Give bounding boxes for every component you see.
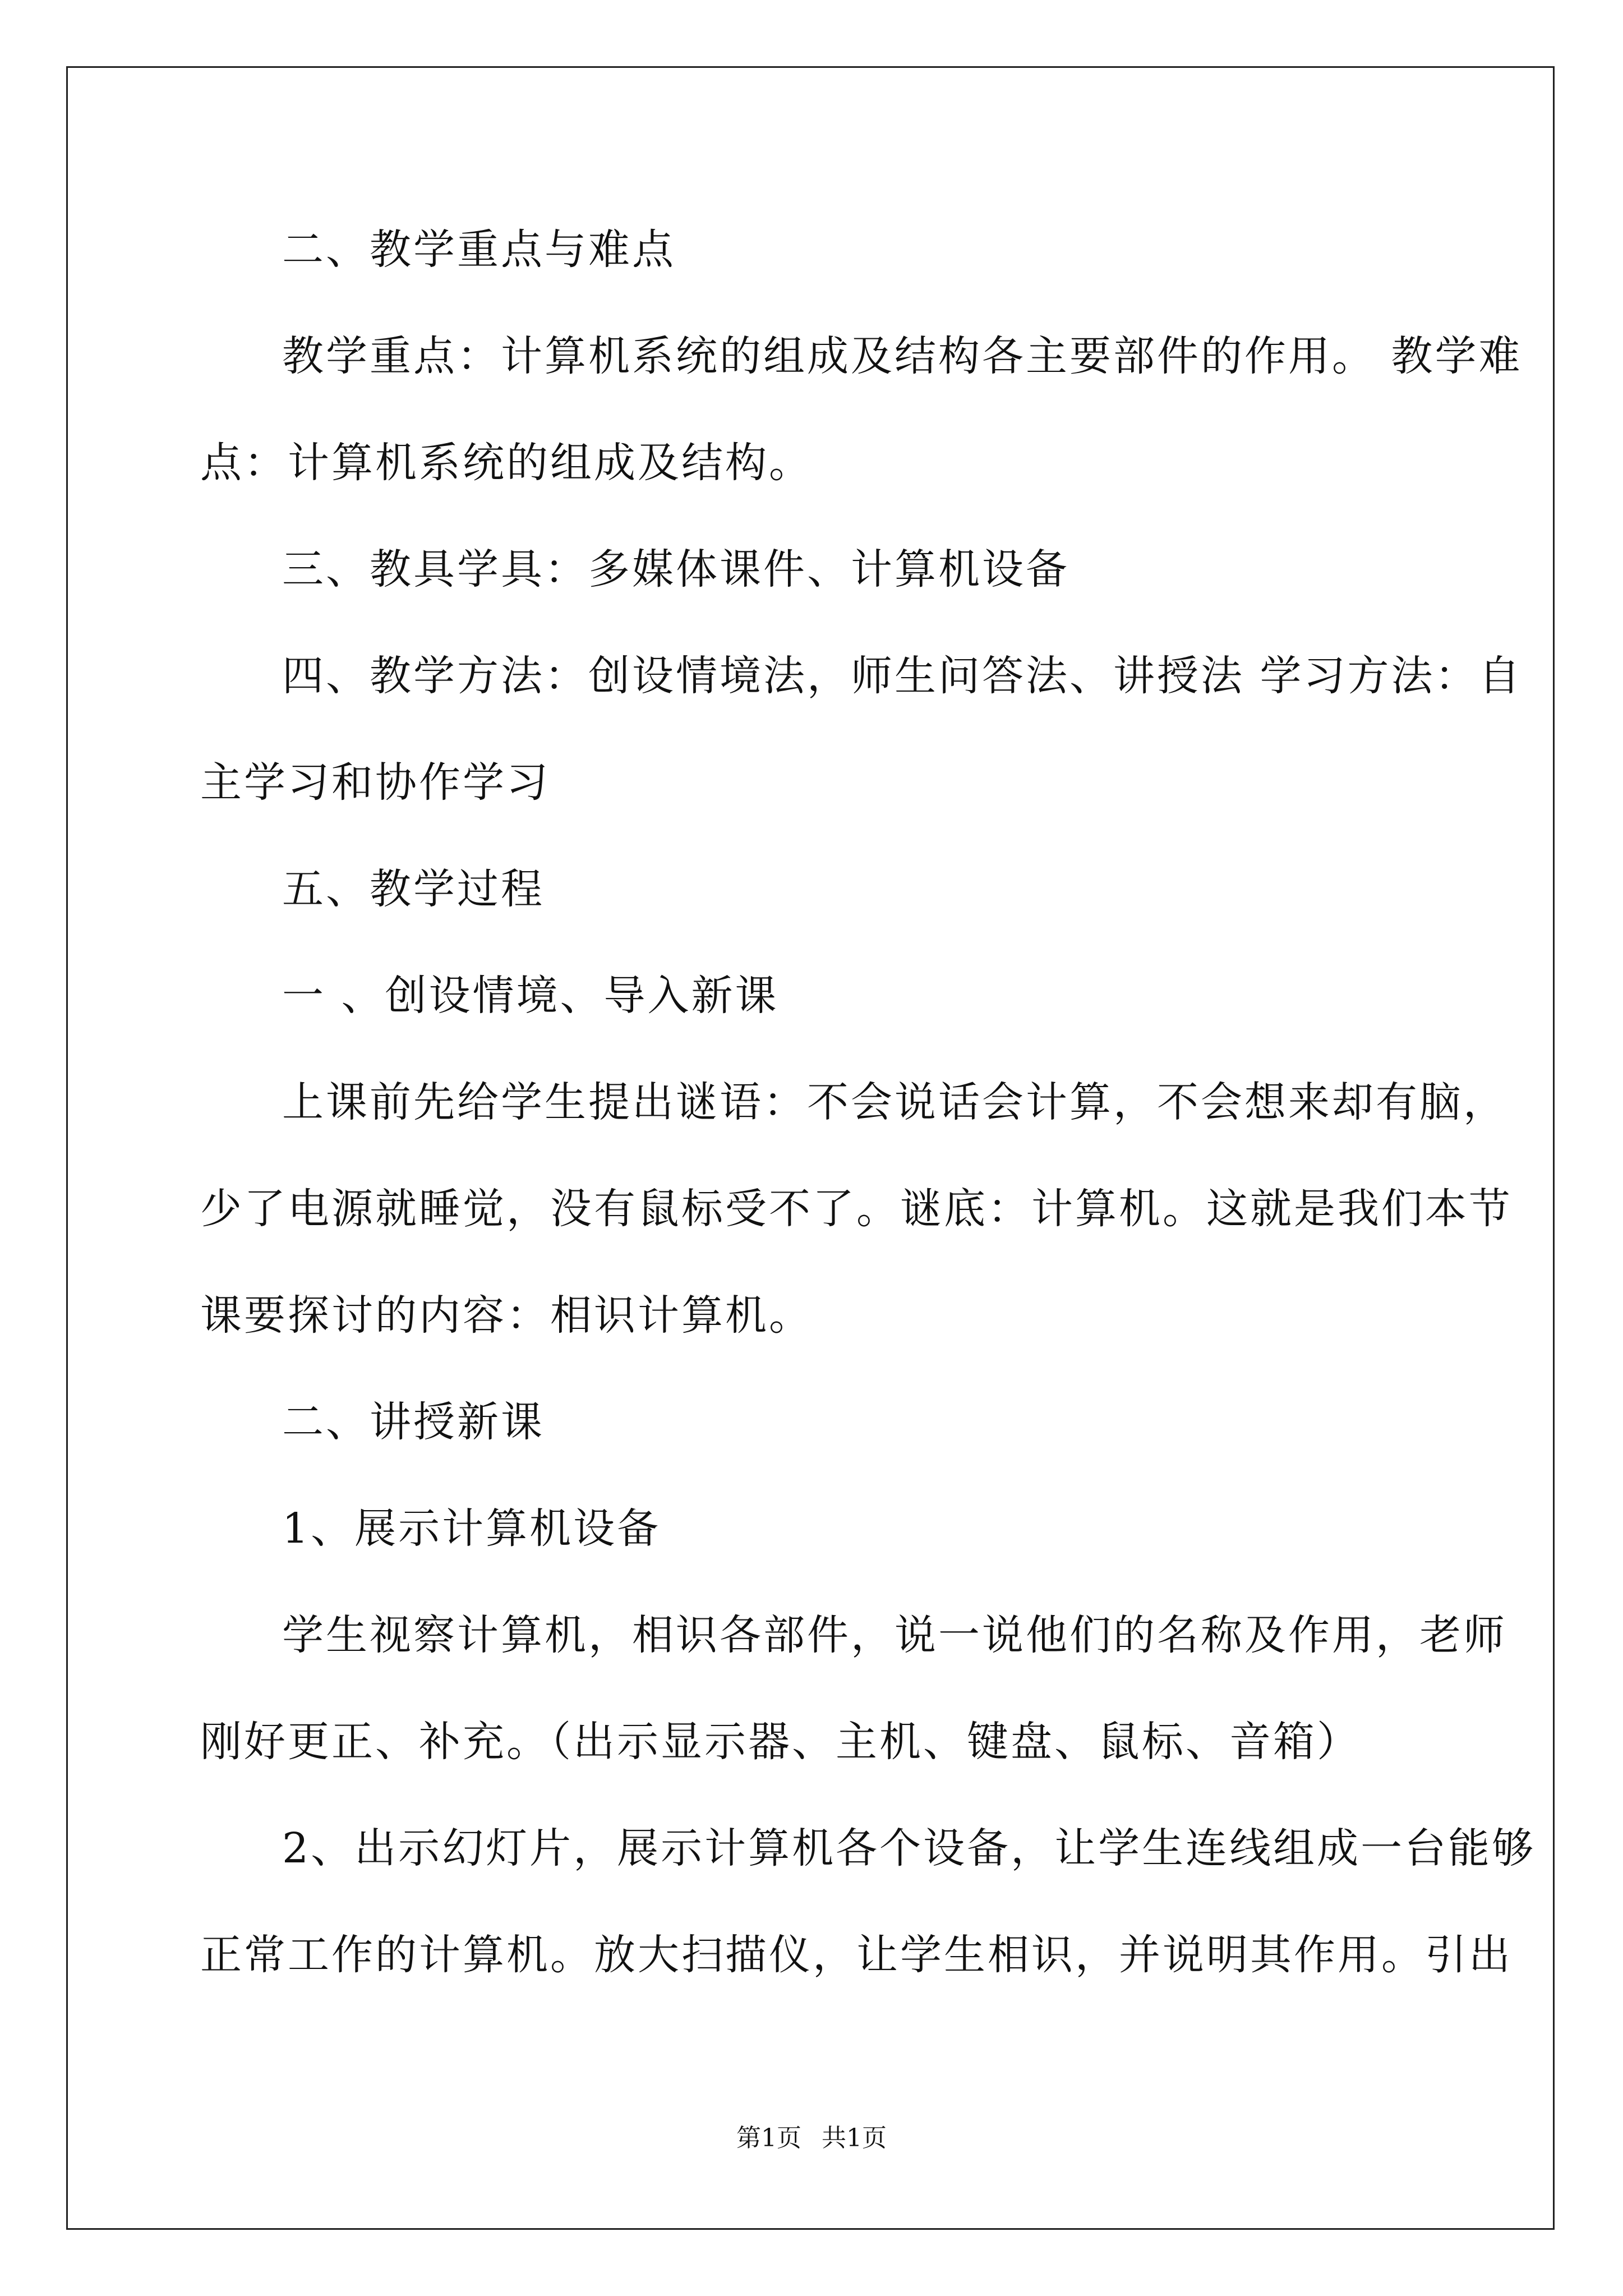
paragraph-line: 2、出示幻灯片，展示计算机各个设备，让学生连线组成一台能够 — [282, 1824, 1536, 1872]
subsection-heading: 一 、创设情境、导入新课 — [282, 972, 779, 1020]
paragraph-line: 教学重点：计算机系统的组成及结构各主要部件的作用。 教学难 — [282, 332, 1523, 380]
paragraph-line: 主学习和协作学习 — [200, 758, 550, 807]
page-footer — [0, 2122, 1623, 2155]
section-heading: 三、教具学具：多媒体课件、计算机设备 — [282, 545, 1069, 593]
list-item-heading: 1、展示计算机设备 — [282, 1504, 661, 1553]
page-number-total: 共1页 — [822, 2124, 887, 2152]
paragraph-line: 上课前先给学生提出谜语：不会说话会计算，不会想来却有脑， — [282, 1078, 1507, 1126]
page-number-current: 第1页 — [736, 2124, 801, 2152]
paragraph-line: 四、教学方法：创设情境法，师生问答法、讲授法 学习方法：自 — [282, 652, 1523, 700]
page-border — [66, 66, 1555, 2230]
section-heading: 五、教学过程 — [282, 865, 545, 913]
paragraph-line: 少了电源就睡觉，没有鼠标受不了。谜底：计算机。这就是我们本节 — [200, 1185, 1513, 1233]
paragraph-line: 点：计算机系统的组成及结构。 — [200, 439, 813, 487]
section-heading: 二、教学重点与难点 — [282, 226, 676, 274]
paragraph-line: 学生视察计算机，相识各部件，说一说他们的名称及作用，老师 — [282, 1611, 1507, 1659]
subsection-heading: 二、讲授新课 — [282, 1398, 545, 1446]
paragraph-line: 课要探讨的内容：相识计算机。 — [200, 1291, 813, 1340]
paragraph-line: 正常工作的计算机。放大扫描仪，让学生相识，并说明其作用。引出 — [200, 1931, 1513, 1979]
paragraph-line: 刚好更正、补充。（出示显示器、主机、键盘、鼠标、音箱） — [200, 1718, 1361, 1766]
